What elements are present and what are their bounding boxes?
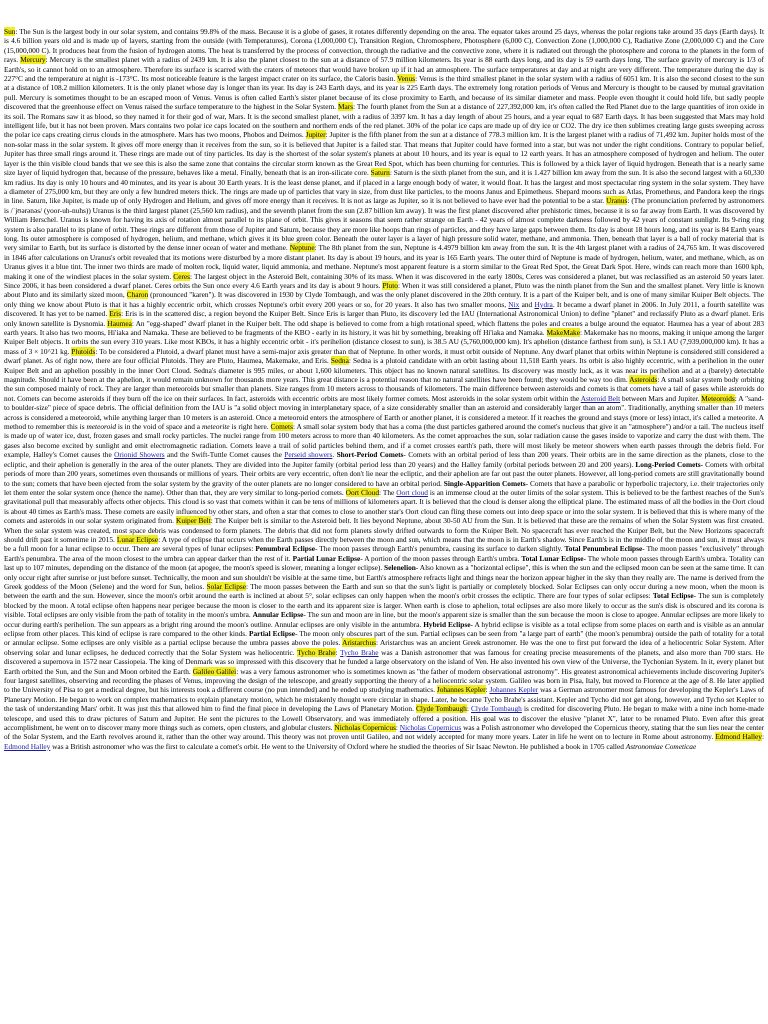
text-run: - Comets that have a parabolic or hyperbolic trajectory, i.e. their trajectories only let them enter the solar system once (hence the name). Other than that, they are very similar to long-period comets. <box>4 478 764 497</box>
text-run: - Comets with an orbital period of less than 200 years. Their orbits are in the same direction as the planets, close to the ecliptic, and their aphelion is generally in the area of the outer planets. They are divided into the Jupiter family (orbital period less than 20 years) and the Halley family (orbital periods between 20 and 200 years). <box>4 450 764 469</box>
text-run: : A "sand- to boulder-size" piece of space debris. The official definition from the IAU is "a solid object moving in interplanetary space, of a size considerably smaller than an asteroid and considerably larger than an atom". Traditionally, anything smaller than 10 meters across is considered a meteoroid, while anything larger than 10 meters is an asteroid. Once a meteoroid enters the atmosphere of Earth or another planet, it is considered a meteor. If it reaches the ground and stays (more or less) intact, it's called a meteorite. A method to remember this is <box>4 393 764 432</box>
link[interactable]: Edmond Halley <box>4 741 51 751</box>
text-run: : (The pronunciation preferred by astronomers is /ˈjʊərənəs/ (yoor-uh-nuhs)) Uranus is the third largest planet (25,560 km radius), and the seventh planet from the sun (2.87 billion km away). It was the first planet discovered after prehistoric times, because it is so far away from Earth. It was discovered by William Herschel. Uranus is known for having its axis of rotation almost parallel to its plane of orbit. This gives it seasons that seem rather strange on Earth - 42 years of almost complete darkness followed by 42 years of constant sunlight. Its 9-ring ring system is also parallel to its plane of orbit. These rings are different from those of Jupiter and Saturn, because they are more like hoops than rings of particles, and they have large gaps between them. Its day is about 18 hours long, and its year is 84 Earth years long. Its outer atmosphere is composed of hydrogen, helium, and methane, which gives it its blue green color. Beneath the outer layer is a layer of high pressure solid water, methane, and ammonia. Then, beneath that layer is a ball of rocky material that is very similar to Earth, but its surface is distorted by the dense inner ocean of water and methane. <box>4 196 764 253</box>
text-run: : Aristarchus was an ancient Greek astronomer. He was the one to first put forward the idea of a heliocentric Solar System. After observing solar and lunar eclipses, he deduced correctly that the Solar System was heliocentric. <box>4 638 764 657</box>
text-run: : Jupiter is the fifth planet from the sun at a distance of 778.3 million km. It is the largest planet with a radius of 71,492 km. Jupiter holds most of the non-solar mass in the solar system. It gives off more energy than it receives from the sun, so it is believed that Jupiter is a failed star. That means that Jupiter could have formed into a star, but was not under the right conditions. Contrary to popular belief, Jupiter has three small rings around it. These rings are made out of tiny particles. Its day is the shortest of the solar system's planets at about 10 hours, and its year is equal to 12 earth years. It has an atmosphere composed of hydrogen and helium. The outer layer is the thin visible cloud bands that we see this is also the same zone that contains the circular storm known as the Great Red Spot, which has been churning for centuries. This is followed by a thick layer of liquid hydrogen. Beneath that is a nearly same size layer of liquid hydrogen that, because of the pressure, behaves like a metal. Finally, beneath that is an iron-silicate core. <box>4 130 764 178</box>
bold-term: Short-Period Comets <box>336 450 404 460</box>
link[interactable]: Asteroid Belt <box>580 393 621 403</box>
text-run: - Also known as a "horizontal eclipse", this is when the sun and the eclipsed moon can be seen at the same time. It can only occur right after sunrise or just before sunset. Technically, the moon and sun shouldn't be visible at the same time, but Earth's atmosphere refracts light and things near the horizon appear higher in the sky than they really are. The name is derived from the Greek goddess of the Moon (Selene) and the word for Sun, helios. <box>4 563 764 591</box>
text-run: . It became a dwarf planet in 2006. In July 2011, a fourth satellite was discovered. It has yet to be named. <box>4 299 764 319</box>
text-run: - A portion of the moon passes through Earth's umbra. <box>360 553 522 563</box>
text-run: between Mars and Jupiter. <box>620 393 702 403</box>
bold-term: Total Eclipse <box>652 591 694 601</box>
text-run: is in the void of space and a <box>116 422 202 432</box>
highlighted-term: Galileo Galilei <box>192 666 237 676</box>
bold-term: Total Penumbral Eclipse <box>564 544 643 554</box>
highlighted-term: Tycho Brahe <box>297 647 336 657</box>
highlighted-term: Asteroids <box>629 375 658 385</box>
link[interactable]: Nix <box>508 299 520 309</box>
text-run: : <box>395 723 400 733</box>
text-run: is an immense cloud at the outer limits of the solar system. This is believed to be the farthest reaches of the Sun's gravitational pull that measurably affects other objects. This cloud is so vast that comets within it can be tens of millions of kilometers apart. It is believed that the cloud is denser along the elliptical plane. The estimated mass of all the bodies in the Oort cloud is about 40 times as Earth's mass. These comets are easily influenced by other stars, and often a star that comes to close to another star's Oort cloud can fling these comets out into deep space or into the solar system. It is believed that this is where many of the comets and asteroids in our solar system originated from. <box>4 487 764 526</box>
text-run: and <box>519 299 535 309</box>
text-run: - The moon passes through Earth's penumbra, causing its surface to darken slightly. <box>314 544 565 554</box>
text-run: : Sedna is a plutoid candidate with an orbit lasting about 11,518 Earth years. Its orbit is also highly eccentric, with a perihelion in the outer Kuiper Belt and an aphelion possibly in the inner Oort Cloud. Sedna's diameter is 995 miles, or about 1,600 kilometers. This object has no known natural satellites. Its discovery was mostly luck, as it was near its perihelion and at a (barely) detectable magnitude. Should it have been at the aphelion, it would remain unknown for thousands more years. This great distance is a potential reason that no natural satellites have been found; they would be way too dim. <box>4 356 764 385</box>
highlighted-term: Johannes Kepler <box>436 685 486 695</box>
bold-term: Partial Eclipse <box>249 629 296 638</box>
text-run: was a Polish astronomer who developed the Copernicus theory, stating that the sun lies near the center of the Solar System, and the Earth revolves around it, rather than the other way around. This theory was not proven until Galileo, and not widely accepted for many more years. Later in life he went on to lecture in Rome about astronomy. <box>4 723 764 742</box>
highlighted-term: Edmond Halley <box>715 732 762 742</box>
text-run: : An "egg-shaped" dwarf planet in the Kuiper belt. The odd shape is believed to come from a high rotational speed, which flattens the poles and creates a bulge around the equator. Haumea has a year of about 283 earth years. It also has two moons, Hi'iaka and Namaka. These are believed to be fragments of the KBO - early in its history, it was hit by something, breaking off Hi'iaka and Namaka. <box>4 318 764 337</box>
link[interactable]: Perseid showers <box>284 450 333 460</box>
notes-paragraph <box>4 27 764 751</box>
bold-term: Selenelion <box>384 563 416 573</box>
highlighted-term: Uranus <box>606 196 628 206</box>
text-run: is right here. <box>229 422 271 432</box>
link[interactable]: Tycho Brahe <box>340 647 379 657</box>
link[interactable]: Orionid Showers <box>114 450 165 460</box>
highlighted-term: Neptune <box>289 243 315 253</box>
text-run: was a German astronomer most famous for developing the Kepler's Laws of Planetary Motion. He began to work on complex mathematics to explain planetary motion, which he mistakenly thought were circular in shape. Later, he became Tycho Brahe's assistant. Kepler and Tycho did not get along, however, and Tycho set Kepler to the task of understanding Mars' orbit. It was just this that allowed him to find the final piece in developing the Laws of Planetary Motion. <box>4 685 764 714</box>
highlighted-term: Plutoids <box>71 346 96 356</box>
text-run: : A type of eclipse that occurs when the Earth passes directly between the moon and sun, which means that the moon is in Earth's shadow. Since Earth's is in the middle of the moon and sun, it must always be a full moon for a lunar eclipse to occur. There are several types of lunar eclipses: <box>4 534 764 554</box>
highlighted-term: Clyde Tombaugh <box>416 704 467 714</box>
text-run: - The whole moon passes through Earth's umbra. Totality can last up to 107 minutes, depending on the distance of the moon (at apogee, the moon's speed is slower, meaning a longer eclipse). <box>4 553 764 573</box>
text-run: was a Danish astronomer that was famous for creating precise measurements of the planets, and also more than 700 stars. He discovered a supernova in 1572 near Cassiopeia. The king of Denmark was so impressed with this discovery that he funded a large observatory on the island of Ven. He also invented his own view of the Universe, the Tychonian System. In it, every planet but Earth orbited the Sun, and the Sun and Moon orbited the Earth. <box>4 647 764 676</box>
text-run: (pronounced "karen"). It was discovered in 1930 by Clyde Tombaugh, and was the only planet discovered in the 20th century. It is a part of the Kuiper belt, and is one of many similar Kuiper Belt objects. The only thing we know about Pluto is that it has a highly eccentric orbit, which crosses Neptune's orbit every 200 years or so, for 20 years. It also has two smaller moons, <box>4 290 764 309</box>
text-run: : <box>466 704 472 714</box>
text-run: is credited for discovering Pluto. He began to make with a nine inch home-made telescope, and used this to draw pictures of Saturn and Jupiter. He sent the pictures to the Lowell Observatory, and was immediately offered a position. His goal was to discover the elusive "planet X", later to be renamed Pluto. Even after this great accomplishment, he went on to discover many more things such as comets, open clusters, and globular clusters. <box>4 704 764 733</box>
link[interactable]: Hydra <box>534 299 553 309</box>
text-run: : The fourth planet from the Sun at a distance of 227,392,000 km, it's often called the Red Planet due to the large quantities of iron oxide in its soil. The Romans saw it as blood, so they named it for their god of war, Mars. It is the second smallest planet, with a radius of 3397 km. It has a day length of about 25 hours, and a year equal to 687 Earth days. It has been suggested that Mars may hold intelligent life, but it has not been proven. Mars contains two polar ice caps located on the southern and northern ends of the red planet. 30% of the polar ice caps are made up of dry ice or CO2. The dry ice then sublimes creating large gusts sweeping across the polar ice caps creating cirrus clouds in the atmosphere. Mars has two moons, Phobos and Deimos. <box>4 102 764 140</box>
highlighted-term: Haumea <box>107 318 132 328</box>
highlighted-term: Mercury <box>20 55 46 65</box>
highlighted-term: Comets <box>270 422 293 432</box>
text-run: : The Sun is the largest body in our solar system, and contains 99.8% of the mass. Because it is a globe of gases, it rotates differently depending on the area. The equator takes around 25 days, whereas the polar regions take around 35 days (Earth days). It is 4.6 billion years old and is made up of layers, starting from the outside (with Temperatures), Corona (1,000,000 C), Transition Region, Chromosphere, Photosphere (6,000 C), Convection Zone (1,000,000 C), Radiative Zone (2,000,000 C) and the Core (15,000,000 C). It produces heat from the fusion of hydrogen atoms. The heat is transferred by the process of convection, through the radiative and the convective zone, where it is radiated out through the photosphere and corona to the planets in the form of rays. <box>4 27 764 65</box>
italic-term: meteorite <box>201 422 230 432</box>
astronomy-notes-document <box>4 27 764 1017</box>
highlighted-term: MakeMake <box>546 328 580 337</box>
bold-term: Partial Lunar Eclipse <box>292 553 361 563</box>
text-run: . <box>332 450 337 460</box>
highlighted-term: Lunar Eclipse <box>116 534 159 544</box>
text-run: : Eris is in the scattered disc, a region beyond the Kuiper Belt. Since Eris is larger than Pluto, its discovery led the IAU (International Astronomical Union) to define "planet" and reclassify Pluto as a dwarf planet. Eris only known satellite is Dysnomia. <box>4 309 764 328</box>
link[interactable]: Oort cloud <box>396 487 428 497</box>
highlighted-term: Aristarchus <box>342 638 376 648</box>
highlighted-term: Sun <box>4 27 16 36</box>
text-run: : was a very famous astronomer who is sometimes known as "the father of modern observational astronomy". His greatest astronomical achievements include discovering Jupiter's four largest satellites, observing and recording the phases of Venus, improving the design of the telescope, and greatly supporting the theory of a heliocentric solar system. Galileo was born in Pisa, Italy, but moved to Florence at the age of 8. He later applied to the University of Pisa to get a medical degree, but his interests took a different course (no pun intended) and he ended up studying mathematics. <box>4 666 764 695</box>
text-run: : The Kuiper belt is similar to the Asteroid belt. It lies beyond Neptune, about 30-50 AU from the Sun. It is believed that these are the remains of when the Solar System was first created. When the solar system was created, most space debris was condensed to form planets. The debris that did not form planets slowly drifted outwards to form the Kuiper Belt. No spacecraft has ever reached the Kuiper Belt, but the New Horizons spacecraft should drift past it sometime in 2015. <box>4 516 764 544</box>
text-run: : The moon passes between the Earth and sun so that the sun's light is partially or completely blocked. Solar Eclipses can only occur during a new moon, when the moon is between the earth and the sun. However, since the moon's orbit around the earth is inclined at about 5°, solar eclipses can only happen when the moon's orbit crosses the ecliptic. There are four types of solar eclipses: <box>4 581 764 601</box>
text-run: : A small solar system body orbiting the sun composed mainly of rock. They are larger than meteoroids but smaller than planets. Size ranges from 10 meters across to thousands of kilometers. The main difference between asteroids and comets is that comets have a tail of gases while asteroids do not. Comets can become asteroids if they burn off the ice on their surfaces. In fact, asteroids with eccentric orbits are most likely former comets. Most asteroids in the solar system orbit within the <box>4 375 764 403</box>
text-run: - The sun is completely blocked by the moon. A total eclipse often happens near perigee because the moon is closer to the earth and its apparent size is larger. When earth is close to aphelion, total eclipses are also more likely to occur as the sun's disk is obscured and its corona is visible. Total eclipses are only visible from the path of totality in the moon's umbra. <box>4 591 764 620</box>
italic-term: Astronomiae Cometicae <box>625 741 697 751</box>
link[interactable]: Nicholas Copernicus <box>399 723 462 733</box>
bold-term: Single-Apparition Comets <box>443 478 526 488</box>
italic-term: meteoroid <box>86 422 116 432</box>
text-run: : Mercury is the smallest planet with a radius of 2439 km. It is also the planet closest to the sun at a distance of 57.9 million kilometers. Its year is 88 earth days long, and its day is 59 earth days long. The surface gravity of mercury is 1/3 of Earth's, so it cannot hold on to an atmosphere. Therefore its surface is scarred with the craters of meteors that would have broken up if it had an atmosphere. The surface temperatures at day and at night are very different. The temperature during the day is 227°C and the temperature at night is -173°C. Its most noticeable feature is the largest impact crater on its surface, the Caloris basin. <box>4 55 764 84</box>
bold-term: Long-Period Comets <box>635 459 701 469</box>
text-run: : <box>761 732 764 742</box>
text-run: : Makemake has no moons, making it unique among the larger Kuiper Belt objects. It orbits the sun every 310 years. Like most KBOs, it has a highly eccentric orbit - it's perihelion (distance closest to sun), is 38.5 AU (5,760,000,000 km). It's aphelion (distance farthest from sun), is 53.1 AU (7,939,000,000 km). It has a mass of 3 × 10^21 kg. <box>4 328 764 356</box>
text-run: : Venus is the third smallest planet in the solar system with a radius of 6051 km. It is also the second closest to the sun at a distance of 108.2 million kilometers. It is the only planet whose day is longer than its year. Its day is 243 Earth days, and its year is 225 Earth days. The extremely long rotation periods of Venus and Mercury is thought to be caused by mutual gravitation pull. Mercury is sometimes thought to be an escaped moon of Venus. Venus is often called Earth's sister planet because of its close proximity to Earth, and because of its similar diameter and mass. People even thought it could hold life, but sadly people discovered that the greenhouse effect on Venus raised the surface temperature to the highest in the Solar System. <box>4 74 764 112</box>
highlighted-term: Oort Cloud <box>345 487 379 497</box>
text-run: - The sun and moon are in line, but the moon's apparent size is smaller than the sun because the moon is close to apogee. Annular eclipses are more likely to occur during earth's perihelion. The sun appears as a bright ring around the moon's outline. Annular eclipses are only visible in the antumbra. <box>4 610 764 629</box>
text-run: - A hybrid eclipse is visible as a total eclipse from some places on earth and is visible as an annular eclipse from other places. This kind of eclipse is rare compared to the other kinds. <box>4 619 764 638</box>
text-run: : The <box>379 487 397 497</box>
text-run: was a British astronomer who was the first to calculate a comet's orbit. He went to the University of Oxford where he studied the theories of Sir Isaac Newton. He published a book in 1705 called <box>50 741 626 751</box>
bold-term: Total Lunar Eclipse <box>521 553 584 563</box>
text-run: : The largest object in the Asteroid Belt, containing 30% of its mass. When it was discovered in the early 1800s, Ceres was considered a planet, but was reclassified as an asteroid 50 years later. Since 2006, it has been considered a dwarf planet. Ceres orbits the Sun once every 4.6 Earth years and its day is about 9 hours. <box>4 271 764 290</box>
highlighted-term: Charon <box>126 290 149 300</box>
highlighted-term: Meteoroids <box>701 393 735 403</box>
text-run: : To be considered a Plutoid, a dwarf planet must have a semi-major axis greater than that of Neptune. In other words, it must orbit outside of Neptune. Any dwarf planet that orbits within Neptune is considered still considered a dwarf planet. As of right now, there are four official Plutoids. They are Pluto, Haumea, Makemake, and Eris. <box>4 346 764 366</box>
bold-term: Hybrid Eclipse <box>423 619 471 629</box>
bold-term: Annular Eclipse <box>252 610 304 620</box>
highlighted-term: Pluto <box>382 280 398 290</box>
highlighted-term: Ceres <box>173 271 191 281</box>
highlighted-term: Sedna <box>330 356 349 366</box>
highlighted-term: Nicholas Copernicus <box>334 723 396 733</box>
text-run: - The moon passes "exclusively" through Earth's penumbra. The area of the moon closest to the umbra can appear darker than the rest of it. <box>4 544 764 563</box>
highlighted-term: Saturn <box>370 168 390 178</box>
highlighted-term: Venus <box>397 74 416 84</box>
text-run: - Comets with orbital periods of more than 200 years, sometimes even thousands or millions of years. Their orbits are very eccentric, often don't lie near the ecliptic, and their aphelion are far out past the outer planets. However, all long-period comets are still gravitationally bound to the sun; comets that have been ejected from the solar system by the gravity of the outer planets are no longer considered to have an orbital period. <box>4 459 764 488</box>
text-run: : When it was still considered a planet, Pluto was the ninth planet from the Sun and the smallest planet. Very little is known about Pluto and its similarly sized moon, <box>4 280 764 300</box>
link[interactable]: Johannes Kepler <box>489 685 539 695</box>
text-run: : The 8th planet from the sun, Neptune is 4.4979 billion km away from the sun. It is the 4th largest planet with a radius of 24,765 km. It was discovered in 1846 after calculations on Uranus's orbit revealed that its motions were disturbed by a more distant planet. Its day is about 19 hours, and its year is 165 Earth years. The outer third of Neptune is made of hydrogen, helium, water, and methane, which, as on Uranus gives it a blue tint. The inner two thirds are made of molten rock, liquid water, liquid ammonia, and methane. Neptune's most apparent feature is a storm similar to the Great Red Spot, the Great Dark Spot. Here, winds can reach more than 1600 kph, making it one of the windiest places in the solar system. <box>4 243 764 281</box>
text-run: - The moon only obscures part of the sun. Partial eclipses can be seen from "a large part of earth" (the moon's penumbra) outside the path of totality for a total or annular eclipse. Some eclipses are only visible as a partial eclipse because the umbra passes above the poles. <box>4 629 764 648</box>
text-run: and the Swift-Tuttle Comet causes the <box>164 450 285 460</box>
highlighted-term: Eris <box>109 309 122 319</box>
bold-term: Penumbral Eclipse <box>255 544 315 554</box>
text-run: : A small solar system body that has a coma (the dust particles gathered around the comet's nucleus that give it an "atmosphere") and/or a tail. The nucleus itself is made up of water ice, dust, frozen gases and small rocky particles. The nuclei range from 100 meters across to more than 40 kilometers. As the comet approaches the sun, solar radiation cause the gases inside to vaporize and carry the dust with them. The gases also become excited by sunlight and emit electromagnetic radiation. Comets leave a trail of solid particles behind them, and if a comet crosses earth's path, there will most likely be meteor showers when earth passes through the debris field. For example, Halley's Comet causes the <box>4 422 764 460</box>
link[interactable]: Clyde Tombaugh <box>471 704 522 714</box>
highlighted-term: Kuiper Belt <box>176 516 211 526</box>
highlighted-term: Mars <box>337 102 354 112</box>
text-run: : Saturn is the sixth planet from the sun, and it is 1.427 billion km away from the sun. It is also the second largest with a 60,330 km radius. Its day is only 10 hours and 40 minutes, and its year is about 30 Earth years. It is the least dense planet, and if placed in a large enough body of water, it would float. It has the largest and most spectacular ring system in the solar system. They have a diameter of 275,000 km, but they are only a few hundred meters thick. The rings are made up of particles that vary in size, from dust like particles, to the moons Janus and Epimetheus. Shepard moons such as Atlas, Prometheus, and Pandora keep the rings in line. Saturn, like Jupiter, is made up of only Hydrogen and Helium, and gives off more energy than it receives. It is not as large as Jupiter, so it is not believed to have ever had the potential to be a star. <box>4 168 764 206</box>
text-run: : <box>485 685 490 695</box>
text-run: : <box>335 647 341 657</box>
highlighted-term: Solar Eclipse <box>206 581 246 591</box>
highlighted-term: Jupiter <box>305 130 326 140</box>
